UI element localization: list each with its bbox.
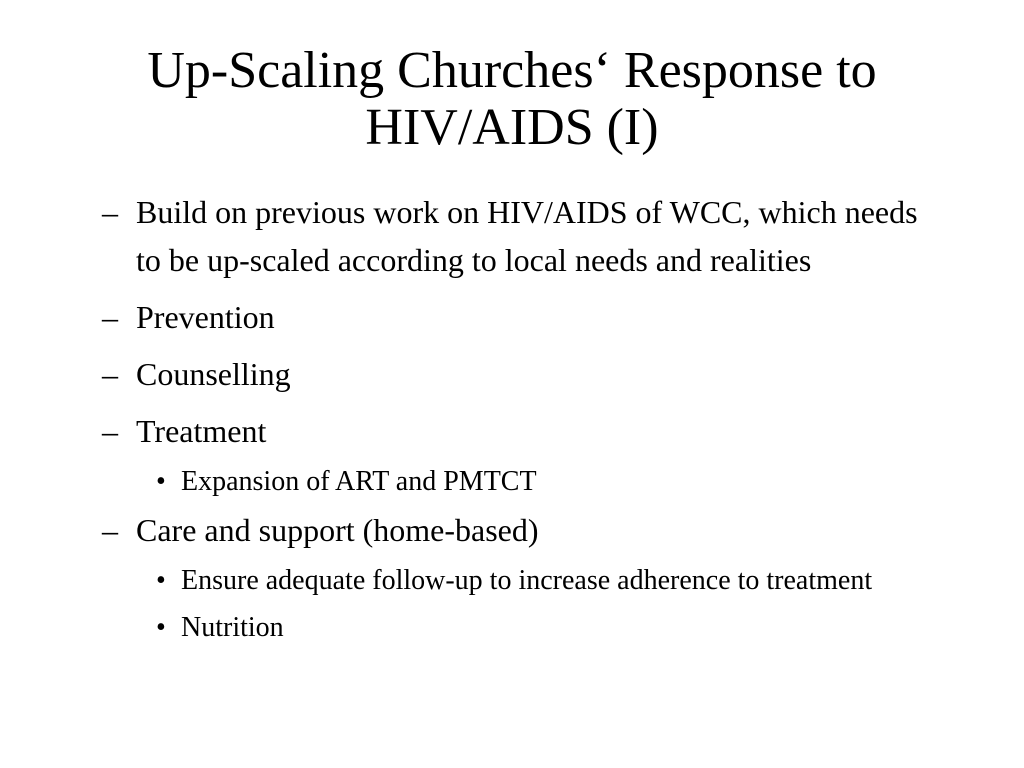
- dash-bullet: –: [102, 413, 118, 449]
- dash-bullet: –: [102, 356, 118, 392]
- list-item-treatment: [102, 407, 936, 455]
- sub-item-text: Nutrition: [181, 612, 284, 643]
- dash-bullet: –: [102, 299, 118, 335]
- list-item-build-on-previous-work: [102, 188, 936, 284]
- list-item-prevention: [102, 293, 936, 341]
- list-item-text: Counselling: [136, 356, 291, 392]
- list-item-text: Prevention: [136, 299, 275, 335]
- slide-body: [0, 188, 1024, 648]
- list-item-text: Build on previous work on HIV/AIDS of WCC, which needs to be up-scaled according to local needs and realities: [136, 194, 918, 278]
- dash-bullet: –: [102, 512, 118, 548]
- slide-title: Up-Scaling Churches‘ Response to HIV/AIDS (I): [147, 42, 877, 157]
- dot-bullet: •: [156, 612, 166, 643]
- sub-item-nutrition: [156, 608, 921, 648]
- list-item-counselling: [102, 350, 936, 398]
- sub-item-text: Expansion of ART and PMTCT: [181, 466, 537, 497]
- sub-item-text: Ensure adequate follow-up to increase adherence to treatment: [181, 565, 873, 596]
- sub-item-expansion-of-art: [156, 462, 921, 502]
- list-item-text: Care and support (home-based): [136, 512, 539, 548]
- dot-bullet: •: [156, 466, 166, 497]
- list-item-care-and-support: [102, 506, 936, 554]
- dash-bullet: –: [102, 194, 118, 230]
- sub-item-ensure-follow-up: [156, 561, 921, 601]
- dot-bullet: •: [156, 565, 166, 596]
- list-item-text: Treatment: [136, 413, 267, 449]
